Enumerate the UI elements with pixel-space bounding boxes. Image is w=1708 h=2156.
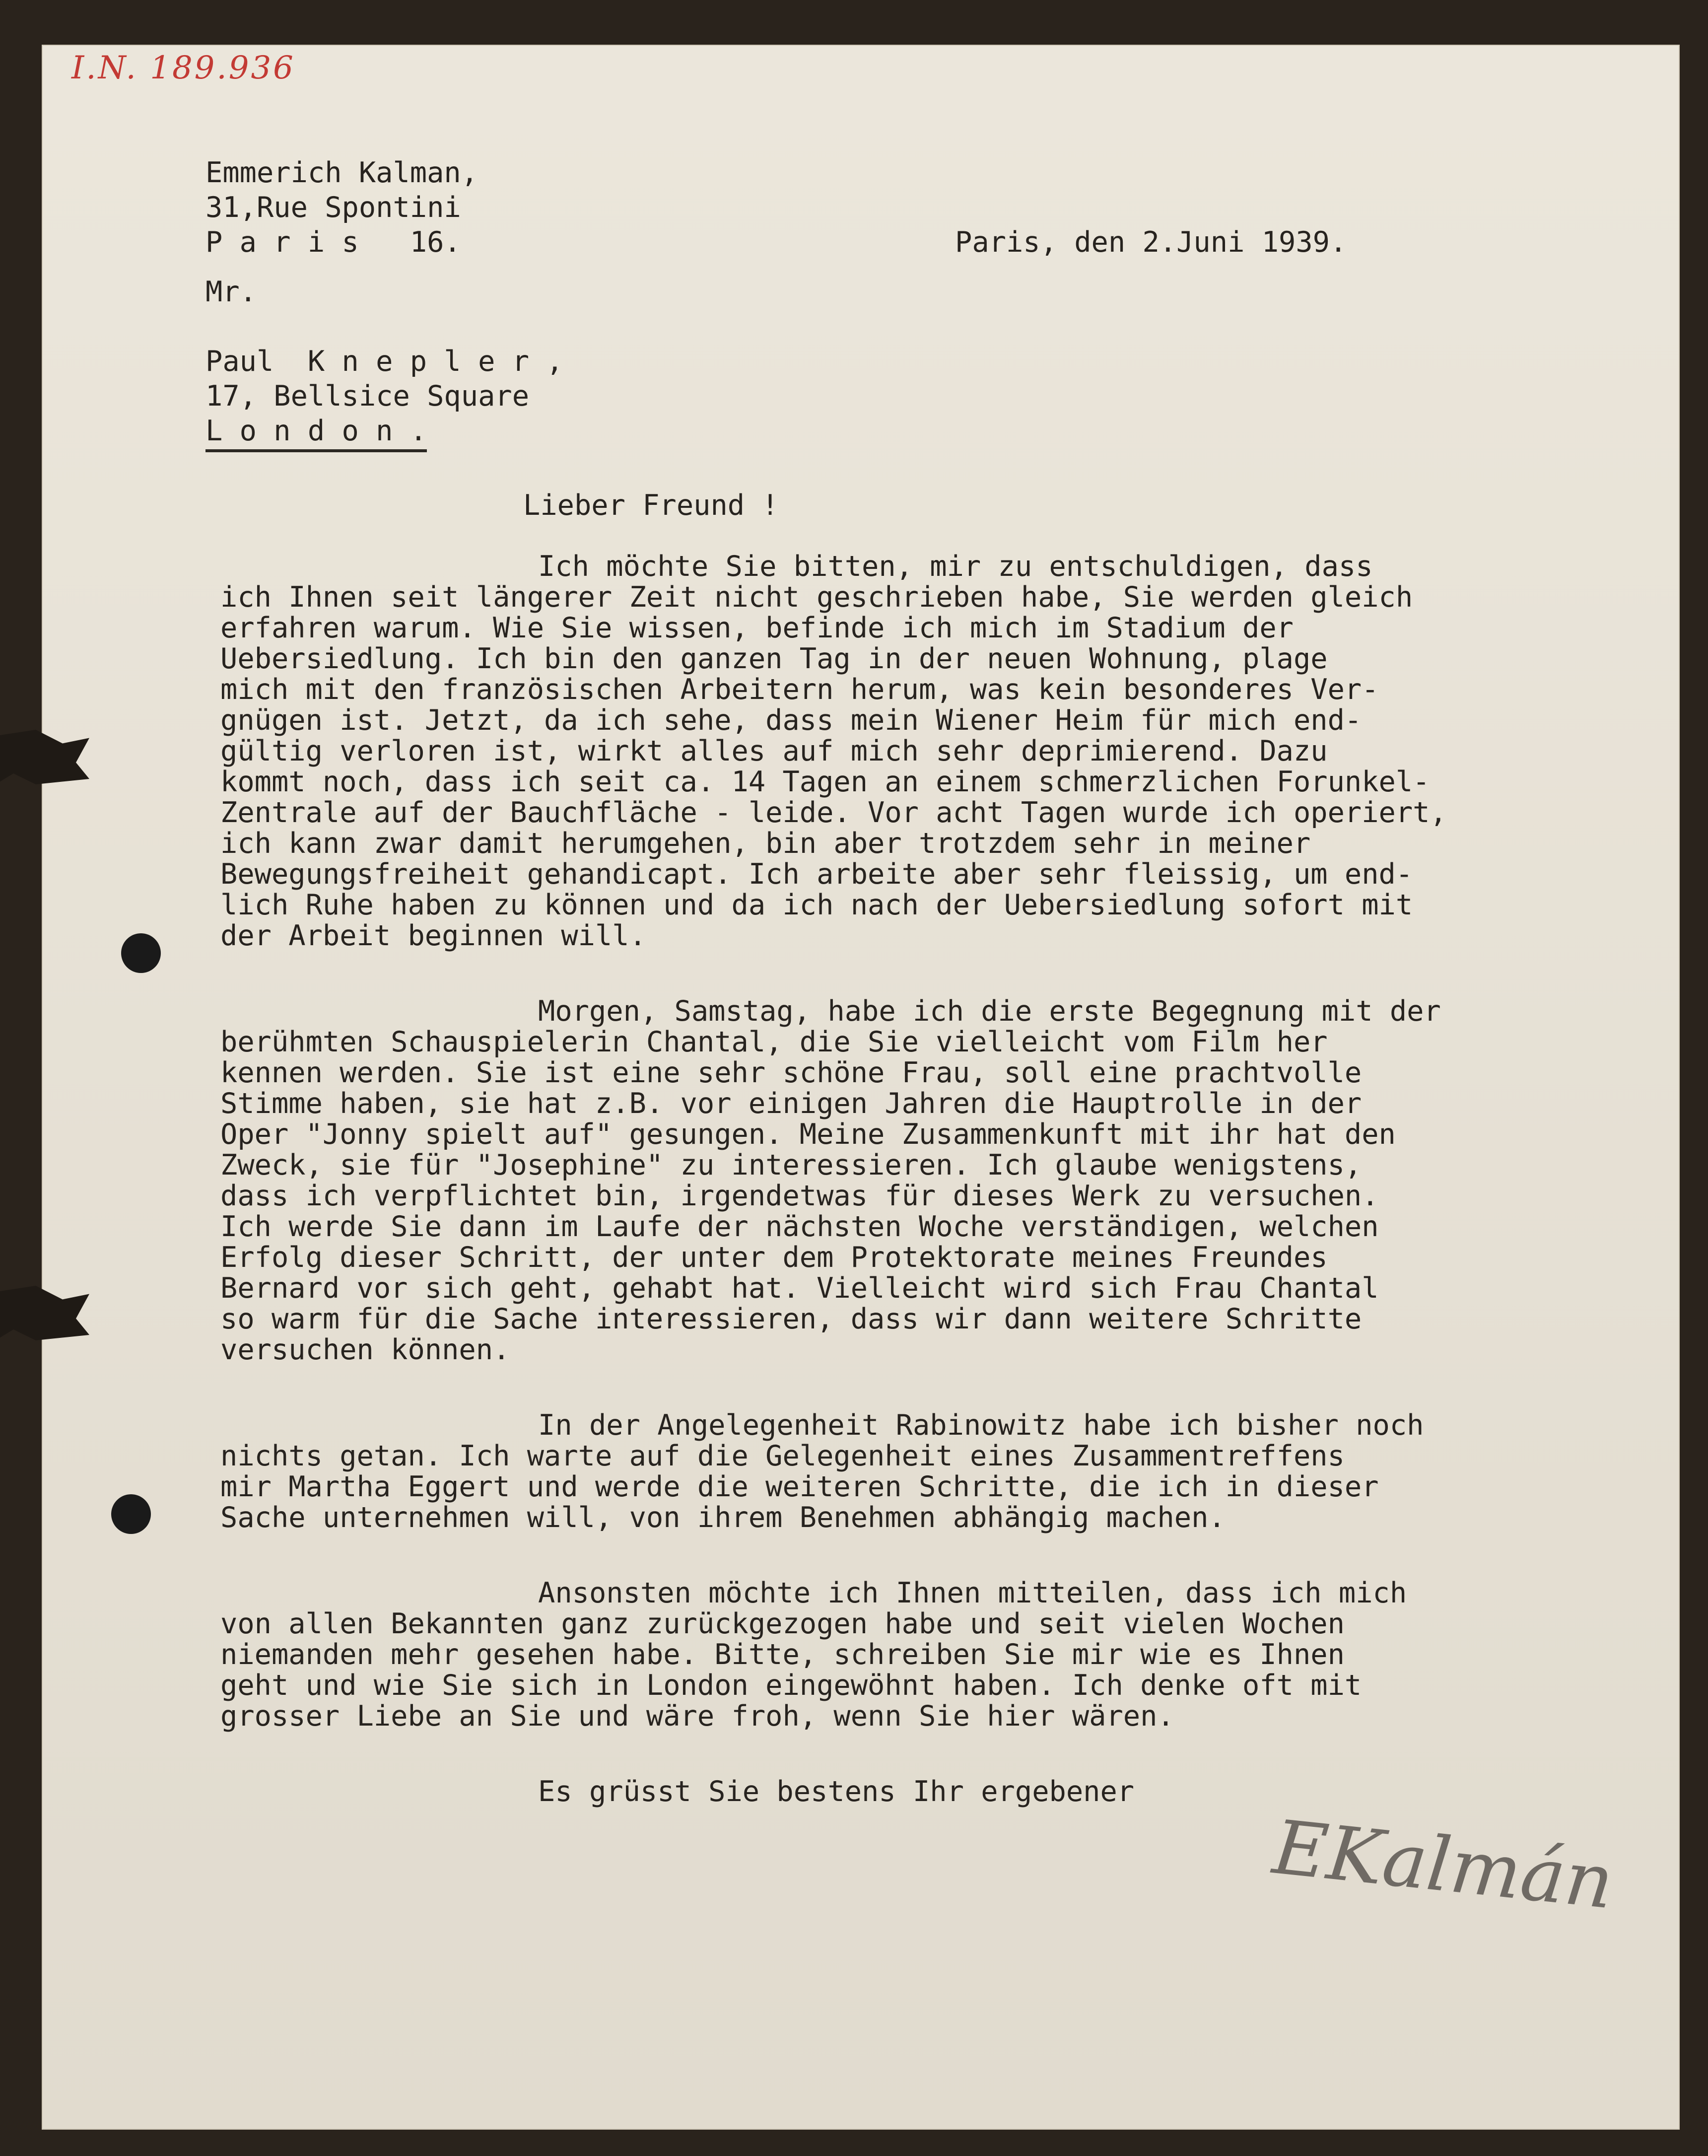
body-line: erfahren warum. Wie Sie wissen, befinde ich mich im Stadium der (220, 612, 1294, 644)
body-line: kennen werden. Sie ist eine sehr schöne Frau, soll eine prachtvolle (220, 1056, 1362, 1089)
body-line: Stimme haben, sie hat z.B. vor einigen Jahren die Hauptrolle in der (220, 1087, 1362, 1120)
handwritten-signature: EKalmán (1269, 1804, 1618, 1926)
greeting: Lieber Freund ! (523, 489, 779, 522)
paragraph-1 (220, 551, 1650, 951)
body-line: gültig verloren ist, wirkt alles auf mich sehr deprimierend. Dazu (220, 735, 1328, 767)
body-line: Ich möchte Sie bitten, mir zu entschuldigen, dass (538, 550, 1373, 583)
body-line: Ich werde Sie dann im Laufe der nächsten Woche verständigen, welchen (220, 1210, 1379, 1243)
body-line: berühmten Schauspielerin Chantal, die Sie vielleicht vom Film her (220, 1026, 1328, 1058)
punch-hole-top (121, 933, 161, 973)
body-line: Bewegungsfreiheit gehandicapt. Ich arbeite aber sehr fleissig, um end- (220, 858, 1413, 891)
body-line: Zweck, sie für "Josephine" zu interessieren. Ich glaube wenigstens, (220, 1149, 1362, 1182)
sender-city: P a r i s 16. (205, 226, 461, 259)
sender-name: Emmerich Kalman, (205, 156, 478, 189)
letter-body (220, 551, 1650, 1807)
paragraph-3 (220, 1410, 1650, 1533)
closing-line: Es grüsst Sie bestens Ihr ergebener (538, 1775, 1135, 1808)
paragraph-2 (220, 996, 1650, 1365)
body-line: ich kann zwar damit herumgehen, bin aber trotzdem sehr in meiner (220, 827, 1311, 860)
body-line: grosser Liebe an Sie und wäre froh, wenn Sie hier wären. (220, 1700, 1174, 1733)
body-line: kommt noch, dass ich seit ca. 14 Tagen an einem schmerzlichen Forunkel- (220, 765, 1430, 798)
body-line: geht und wie Sie sich in London eingewöhnt haben. Ich denke oft mit (220, 1669, 1362, 1702)
body-line: mich mit den französischen Arbeitern herum, was kein besonderes Ver- (220, 673, 1379, 706)
punch-hole-bottom (111, 1494, 151, 1534)
body-line: versuchen können. (220, 1333, 510, 1366)
body-line: Sache unternehmen will, von ihrem Benehmen abhängig machen. (220, 1501, 1226, 1534)
body-line: In der Angelegenheit Rabinowitz habe ich bisher noch (538, 1409, 1424, 1442)
body-line: gnügen ist. Jetzt, da ich sehe, dass mein Wiener Heim für mich end- (220, 704, 1362, 737)
body-line: Ansonsten möchte ich Ihnen mitteilen, dass ich mich (538, 1577, 1407, 1609)
recipient-street: 17, Bellsice Square (205, 380, 530, 413)
paragraph-4 (220, 1578, 1650, 1732)
body-line: dass ich verpflichtet bin, irgendetwas für dieses Werk zu versuchen. (220, 1180, 1379, 1212)
inventory-number: I.N. 189.936 (71, 50, 295, 86)
body-line: ich Ihnen seit längerer Zeit nicht geschrieben habe, Sie werden gleich (220, 581, 1413, 614)
body-line: mir Martha Eggert und werde die weiteren Schritte, die ich in dieser (220, 1470, 1379, 1503)
torn-edge-top (0, 730, 89, 784)
recipient-name: Paul K n e p l e r , (205, 345, 563, 378)
recipient-salutation: Mr. (205, 276, 257, 308)
body-line: so warm für die Sache interessieren, dass wir dann weitere Schritte (220, 1303, 1362, 1335)
sender-street: 31,Rue Spontini (205, 191, 461, 224)
body-line: von allen Bekannten ganz zurückgezogen habe und seit vielen Wochen (220, 1607, 1345, 1640)
body-line: Bernard vor sich geht, gehabt hat. Vielleicht wird sich Frau Chantal (220, 1272, 1379, 1305)
body-line: nichts getan. Ich warte auf die Gelegenheit eines Zusammentreffens (220, 1440, 1345, 1472)
body-line: der Arbeit beginnen will. (220, 919, 646, 952)
body-line: Oper "Jonny spielt auf" gesungen. Meine Zusammenkunft mit ihr hat den (220, 1118, 1396, 1151)
body-line: Uebersiedlung. Ich bin den ganzen Tag in der neuen Wohnung, plage (220, 642, 1328, 675)
torn-edge-bottom (0, 1286, 89, 1340)
body-line: Erfolg dieser Schritt, der unter dem Protektorate meines Freundes (220, 1241, 1328, 1274)
body-line: Morgen, Samstag, habe ich die erste Begegnung mit der (538, 995, 1441, 1028)
body-line: lich Ruhe haben zu können und da ich nach der Uebersiedlung sofort mit (220, 889, 1413, 921)
body-line: niemanden mehr gesehen habe. Bitte, schreiben Sie mir wie es Ihnen (220, 1638, 1345, 1671)
letter-sheet (42, 45, 1680, 2130)
body-line: Zentrale auf der Bauchfläche - leide. Vor acht Tagen wurde ich operiert, (220, 796, 1447, 829)
date-line: Paris, den 2.Juni 1939. (955, 226, 1347, 259)
recipient-city: L o n d o n . (205, 417, 427, 452)
